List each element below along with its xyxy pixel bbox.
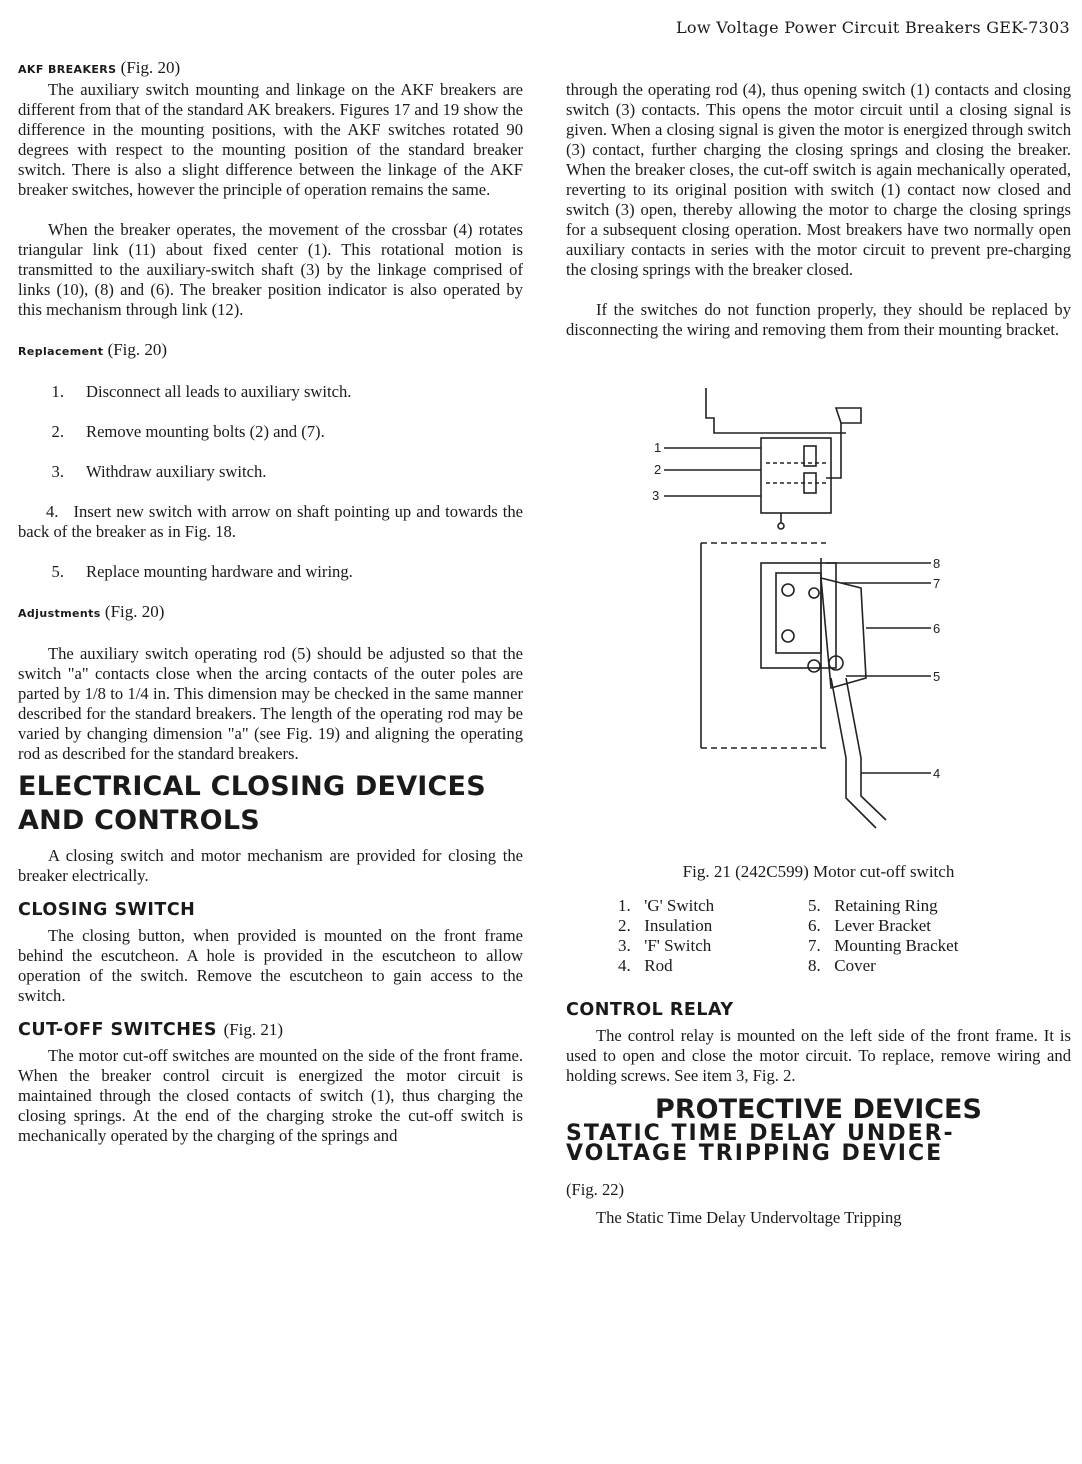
cutoff-switch-drawing	[636, 378, 1016, 848]
closing-switch-heading: CLOSING SWITCH	[18, 900, 196, 920]
parts-legend	[618, 896, 1071, 976]
list-item: 7. Mounting Bracket	[808, 936, 959, 955]
akf-paragraph-2: When the breaker operates, the movement of the crossbar (4) rotates triangular link (11) about fixed center (1). This rotational motion is transmitted to the auxiliary-switch shaft (3) by the linkage comprised of links (10), (8) and (6). The breaker position indicator is also operated by this mechanism through link (12).	[18, 220, 523, 319]
akf-figref: (Fig. 20)	[120, 58, 181, 77]
figure-21	[566, 358, 1071, 858]
static-paragraph: The Static Time Delay Undervoltage Tripping	[596, 1208, 902, 1227]
list-item: 8. Cover	[808, 956, 876, 975]
figure-label: 7	[933, 576, 941, 591]
list-item: 3. 'F' Switch	[618, 936, 712, 955]
figure-label: 1	[654, 440, 662, 455]
cutoff-heading: CUT-OFF SWITCHES (Fig. 21)	[18, 1020, 284, 1040]
list-item: 5. Replace mounting hardware and wiring.	[51, 562, 353, 581]
static-heading: STATIC TIME DELAY UNDER- VOLTAGE TRIPPING DEVICE	[566, 1121, 955, 1166]
adjustments-paragraph: The auxiliary switch operating rod (5) should be adjusted so that the switch "a" contacts close when the arcing contacts of the outer poles are parted by 1/8 to 1/4 in. This dimension may be checked in the same manner described for the standard breakers. The length of the operating rod may be varied by changing dimension "a" (see Fig. 19) and aligning the operating rod as described for the standard breakers.	[18, 644, 523, 763]
akf-paragraph-1: The auxiliary switch mounting and linkage on the AKF breakers are different from that of the standard AK breakers. Figures 17 and 19 show the difference in the mounting positions, with the AKF switches rotated 90 degrees with respect to the mounting position of the standard breaker switch. There is also a slight difference between the linkage of the AKF breaker switches, however the principle of operation remains the same.	[18, 80, 523, 199]
replacement-heading	[18, 340, 523, 362]
protective-devices-heading: PROTECTIVE DEVICES	[655, 1094, 982, 1125]
adjustments-figref: (Fig. 20)	[104, 602, 165, 621]
list-item: 1. 'G' Switch	[618, 896, 715, 915]
static-figref: (Fig. 22)	[566, 1180, 625, 1199]
list-item: 2. Remove mounting bolts (2) and (7).	[51, 422, 325, 441]
figure-label: 6	[933, 621, 941, 636]
left-column	[18, 58, 523, 1146]
figure-caption: Fig. 21 (242C599) Motor cut-off switch	[682, 862, 955, 881]
continued-paragraph: through the operating rod (4), thus opening switch (1) contacts and closing switch (3) contacts. This opens the motor circuit until a closing signal is given. When a closing signal is given the motor is energized through switch (3) contact, further charging the closing springs and closing the breaker. When the breaker closes, the cut-off switch is again mechanically operated, reverting to its original position with switch (1) contact now closed and switch (3) open, thereby allowing the motor to charge the closing springs for a subsequent closing operation. Most breakers have two normally open auxiliary contacts in series with the motor circuit to prevent pre-charging the closing springs with the breaker closed.	[566, 80, 1071, 279]
replacement-note-paragraph: If the switches do not function properly, they should be replaced by disconnecting the wiring and removing them from their mounting bracket.	[566, 300, 1071, 339]
figure-label: 4	[933, 766, 941, 781]
list-item: 4. Rod	[618, 956, 673, 975]
page-header: Low Voltage Power Circuit Breakers GEK-7303	[676, 18, 1070, 37]
cutoff-paragraph: The motor cut-off switches are mounted on the side of the front frame. When the breaker control circuit is energized the motor circuit is maintained through the closed contacts of switch (1), thus charging the closing springs. At the end of the charging stroke the cut-off switch is mechanically operated by the charging of the springs and	[18, 1046, 523, 1145]
figure-label: 5	[933, 669, 941, 684]
control-relay-heading: CONTROL RELAY	[566, 1000, 734, 1020]
closing-switch-paragraph: The closing button, when provided is mounted on the front frame behind the escutcheon. A hole is provided in the escutcheon to allow operation of the switch. Remove the escutcheon to gain access to the switch.	[18, 926, 523, 1005]
replacement-title: Replacement	[18, 345, 104, 358]
adjustments-heading	[18, 602, 523, 624]
section-heading-electrical: ELECTRICAL CLOSING DEVICES AND CONTROLS	[18, 771, 486, 836]
list-item: 1. Disconnect all leads to auxiliary switch.	[51, 382, 352, 401]
right-column	[566, 80, 1071, 1228]
list-item: 4. Insert new switch with arrow on shaft pointing up and towards the back of the breaker as in Fig. 18.	[18, 502, 523, 541]
figure-label: 3	[652, 488, 660, 503]
replacement-figref: (Fig. 20)	[107, 340, 168, 359]
figure-label: 8	[933, 556, 941, 571]
list-item: 5. Retaining Ring	[808, 896, 938, 915]
list-item: 3. Withdraw auxiliary switch.	[51, 462, 267, 481]
list-item: 2. Insulation	[618, 916, 713, 935]
list-item: 6. Lever Bracket	[808, 916, 931, 935]
akf-heading	[18, 58, 523, 80]
control-relay-paragraph: The control relay is mounted on the left side of the front frame. It is used to open and close the motor circuit. To replace, remove wiring and holding screws. See item 3, Fig. 2.	[566, 1026, 1071, 1085]
ecd-paragraph: A closing switch and motor mechanism are provided for closing the breaker electrically.	[18, 846, 523, 885]
figure-label: 2	[654, 462, 662, 477]
replacement-steps	[18, 382, 523, 582]
adjustments-title: Adjustments	[18, 607, 101, 620]
akf-title: AKF BREAKERS	[18, 63, 117, 76]
